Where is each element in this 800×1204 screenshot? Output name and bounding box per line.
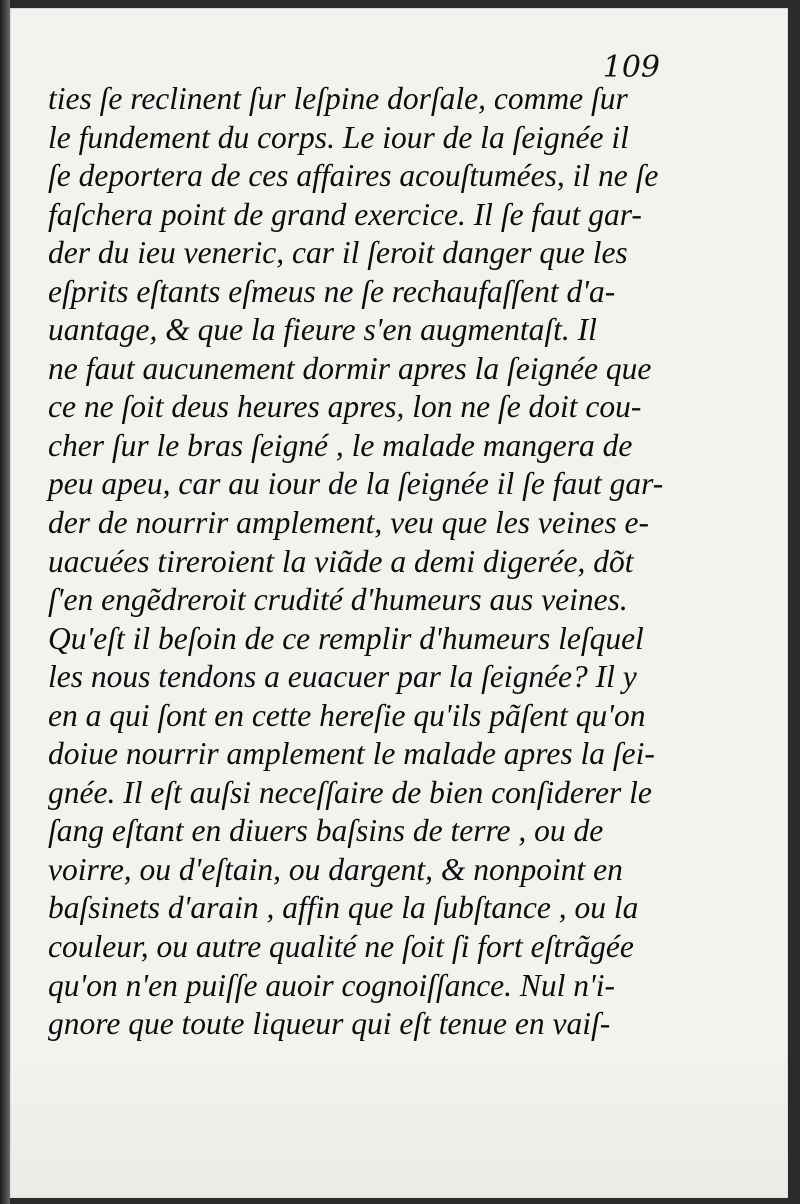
text-line: ties ſe reclinent ſur leſpine dorſale, comme ſur — [48, 81, 628, 116]
text-line: ſ'en engẽdreroit crudité d'humeurs aus veines. — [48, 582, 628, 618]
page-gutter-shadow — [0, 0, 10, 1204]
text-line: uacuées tireroient la viãde a demi digerée, dõt — [48, 543, 634, 579]
text-line: gnore que toute liqueur qui eſt tenue en vaiſ- — [48, 1006, 611, 1042]
text-line: peu apeu, car au iour de la ſeignée il ſe faut gar- — [48, 466, 664, 502]
body-text — [48, 80, 688, 1044]
page-number: 109 — [602, 50, 660, 85]
text-line: baſsinets d'arain , affin que la ſubſtance , ou la — [48, 890, 639, 926]
text-line: ſe deportera de ces affaires acouſtumées, il ne ſe — [48, 158, 659, 194]
text-line: le fundement du corps. Le iour de la ſeignée il — [48, 119, 629, 155]
text-line: voirre, ou d'eſtain, ou dargent, & nonpoint en — [48, 851, 623, 887]
text-line: ce ne ſoit deus heures apres, lon ne ſe doit cou- — [48, 389, 642, 425]
text-line: les nous tendons a euacuer par la ſeignée? Il y — [48, 659, 637, 695]
text-line: en a qui ſont en cette hereſie qu'ils pãſent qu'on — [48, 697, 646, 733]
text-line: gnée. Il eſt auſsi neceſſaire de bien conſiderer le — [48, 774, 652, 810]
text-line: eſprits eſtants eſmeus ne ſe rechaufaſſent d'a- — [48, 273, 616, 309]
page-bottom-margin — [10, 1048, 788, 1198]
text-line: ſang eſtant en diuers baſsins de terre , ou de — [48, 813, 604, 849]
text-line: uantage, & que la fieure s'en augmentaſt. Il — [48, 312, 597, 348]
text-line: qu'on n'en puiſſe auoir cognoiſſance. Nul n'i- — [48, 967, 616, 1003]
text-line: der de nourrir amplement, veu que les veines e- — [48, 505, 649, 541]
text-line: cher ſur le bras ſeigné , le malade mangera de — [48, 427, 633, 463]
text-line: faſchera point de grand exercice. Il ſe faut gar- — [48, 196, 642, 232]
book-page — [10, 8, 788, 1198]
text-line: der du ieu veneric, car il ſeroit danger que les — [48, 235, 628, 271]
text-line: Qu'eſt il beſoin de ce remplir d'humeurs leſquel — [48, 620, 644, 656]
text-line: doiue nourrir amplement le malade apres la ſei- — [48, 736, 655, 772]
text-line: couleur, ou autre qualité ne ſoit ſi fort eſtrãgée — [48, 929, 634, 965]
text-line: ne faut aucunement dormir apres la ſeignée que — [48, 350, 652, 386]
